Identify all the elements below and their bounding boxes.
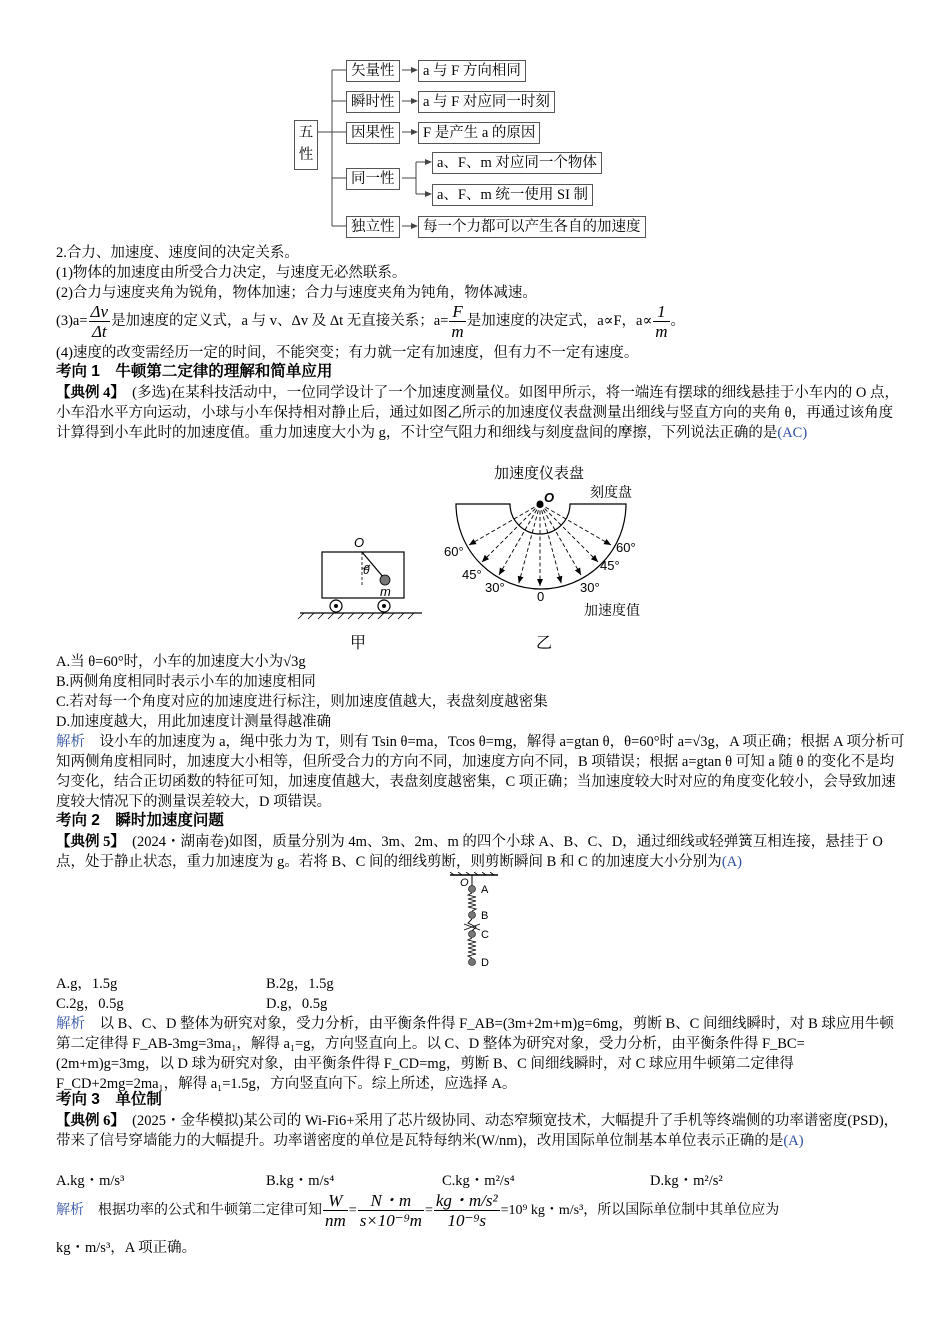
tree-prop-independent: 独立性 (346, 216, 400, 238)
yi-dial-label: 刻度盘 (590, 484, 632, 500)
yi-tick-30-right: 30° (580, 580, 600, 595)
tree-desc-5: a、F、m 统一使用 SI 制 (432, 184, 593, 206)
yi-title: 加速度仪表盘 (494, 465, 585, 482)
kx1-answer: (AC) (777, 425, 808, 441)
tree-desc-1: a 与 F 方向相同 (418, 60, 526, 82)
kx1-heading: 考向 1 牛顿第二定律的理解和简单应用 (56, 363, 333, 380)
yi-tick-45-left: 45° (462, 567, 482, 582)
kx2-option-c: C.2g，0.5g (56, 996, 124, 1012)
kx1-option-a: A.当 θ=60°时，小车的加速度大小为√3g (56, 654, 306, 670)
jia-caption: 甲 (350, 635, 367, 652)
kx3-option-c: C.kg・m²/s⁴ (442, 1173, 515, 1189)
section2-p2: (2)合力与速度夹角为锐角，物体加速；合力与速度夹角为钝角，物体减速。 (56, 285, 537, 301)
section2-title: 2.合力、加速度、速度间的决定关系。 (56, 245, 299, 261)
kx3-option-d: D.kg・m²/s² (650, 1173, 723, 1189)
tree-prop-same: 同一性 (346, 168, 400, 190)
kx3-analysis: 解析 根据功率的公式和牛顿第二定律可知 $\frac{W}{nm}$ = $\frac{N・m}{\text{s×10⁻⁹m}}$ = $\frac{\text{kg・m/s²}}{\text{10⁻⁹s}}$ =10⁹ kg・m/s³，所以国际单位制中其单位应为 (56, 1191, 780, 1231)
kx3-example: 【典例 6】 (2025・金华模拟)某公司的 Wi-Fi6+采用了芯片级协同、动态窄频宽技术，大幅提升了手机等终端侧的功率谱密度(PSD)，带来了信号穿墙能力的大幅提升。功率谱密度的单位是瓦特每纳米(W/nm)，改用国际单位制基本单位表示正确的是(A) (56, 1113, 899, 1149)
frac-nm-s: $\frac{N・m}{\text{s×10⁻⁹m}}$ (359, 1191, 422, 1231)
frac-f-m: $\frac{F}{m}$ (451, 302, 464, 342)
section2-p3: (3)a= $\frac{\Delta v}{\Delta t}$ 是加速度的定义式，a 与 v、Δv 及 Δt 无直接关系；a= $\frac{F}{m}$ 是加速度的决定式，a∝F，a∝ $\frac{1}{m}$ 。 (56, 302, 686, 342)
kx3-option-b: B.kg・m/s⁴ (266, 1173, 335, 1189)
dial-ray (540, 504, 611, 545)
tree-prop-cause: 因果性 (346, 122, 400, 144)
dial-ray (499, 504, 540, 575)
jia-label-O: O (354, 535, 365, 550)
tree-desc-4: a、F、m 对应同一个物体 (432, 152, 602, 174)
dial-arrowhead (499, 568, 505, 576)
dial-arrowhead (469, 539, 477, 545)
kx2-option-b: B.2g，1.5g (266, 976, 334, 992)
tree-desc-2: a 与 F 对应同一时刻 (418, 91, 555, 113)
dial-ray (519, 504, 540, 583)
spring-label-C: C (481, 929, 489, 941)
figure-springs (440, 872, 510, 976)
dial-arrowhead (537, 579, 543, 586)
kx2-option-d: D.g，0.5g (266, 996, 328, 1012)
tree-desc-6: 每一个力都可以产生各自的加速度 (418, 216, 646, 238)
kx2-heading: 考向 2 瞬时加速度问题 (56, 812, 224, 829)
kx1-example: 【典例 4】 (多选)在某科技活动中，一位同学设计了一个加速度测量仪。如图甲所示，将一端连有摆球的细线悬挂于小车内的 O 点，小车沿水平方向运动，小球与小车保持相对静止后，通过如图乙所示的加速度仪表盘测量出细线与竖直方向的夹角 θ，再通过该角度计算得到小车此时的加速度值。重力加速度大小为 g，不计空气阻力和细线与刻度盘间的摩擦，下列说法正确的是(AC) (56, 385, 899, 441)
spring-label-D: D (481, 957, 489, 969)
dial-arrowhead (518, 576, 524, 584)
kx1-option-c: C.若对每一个角度对应的加速度进行标注，则加速度值越大，表盘刻度越密集 (56, 694, 548, 710)
dial-arrowhead (557, 576, 563, 584)
kx2-analysis: 解析 以 B、C、D 整体为研究对象，受力分析，由平衡条件得 F_AB=(3m+2m+m)g=6mg，剪断 B、C 间细线瞬时，对 B 球应用牛顿第二定律得 F_AB-3mg=3ma₁，解得 a₁=g，方向竖直向上。以 C、D 整体为研究对象，受力分析，由平衡条件得 F_BC=(2m+m)g=3mg，以 D 球为研究对象，由平衡条件得 F_CD=mg，剪断 B、C 间细线瞬时，对 C 球应用牛顿第二定律得 F_CD+2mg=2ma₁，解得 a₁=1.5g，方向竖直向下。综上所述，应选择 A。 (56, 1016, 894, 1092)
tree-root: 五 性 (294, 120, 318, 170)
kx3-option-a: A.kg・m/s³ (56, 1173, 125, 1189)
yi-caption: 乙 (536, 635, 553, 652)
tree-prop-instant: 瞬时性 (346, 91, 400, 113)
kx1-option-b: B.两侧角度相同时表示小车的加速度相同 (56, 674, 316, 690)
kx1-option-d: D.加速度越大，用此加速度计测量得越准确 (56, 714, 332, 730)
spring-label-O: O (460, 877, 469, 889)
dial-ray (469, 504, 540, 545)
kx3-answer: (A) (783, 1133, 804, 1149)
figure-yi (440, 460, 660, 655)
dial-arrowhead (575, 568, 581, 576)
yi-label-O: O (544, 490, 555, 505)
yi-tick-30-left: 30° (485, 580, 505, 595)
jia-label-theta: θ (363, 563, 370, 577)
kx2-answer: (A) (721, 854, 742, 870)
tree-prop-vector: 矢量性 (346, 60, 400, 82)
section2-p1: (1)物体的加速度由所受合力决定，与速度无必然联系。 (56, 265, 407, 281)
dial-arrowhead (604, 539, 612, 545)
figure-jia (296, 530, 426, 655)
yi-tick-60-left: 60° (444, 544, 464, 559)
yi-value-label: 加速度值 (584, 602, 640, 618)
dial-ray (540, 504, 581, 575)
spring-label-B: B (481, 910, 489, 922)
kx3-heading: 考向 3 单位制 (56, 1091, 162, 1108)
kx1-analysis: 解析 设小车的加速度为 a，绳中张力为 T，则有 Tsin θ=ma，Tcos θ=mg，解得 a=gtan θ，θ=60°时 a=√3g，A 项正确；根据 A 项分析可知两侧角度相同时，加速度大小相等，但所受合力的方向不同，加速度方向不同，B 项错误；根据 a=gtan θ 可知 a 随 θ 的变化不是均匀变化，结合正切函数的特征可知，加速度值越大，表盘刻度越密集，C 项正确；当加速度较大时对应的角度变化较小，会导致加速度较大情况下的测量误差较大，D 项错误。 (56, 734, 905, 810)
yi-tick-0: 0 (537, 589, 545, 604)
section2-p4: (4)速度的改变需经历一定的时间，不能突变；有力就一定有加速度，但有力不一定有速度。 (56, 345, 639, 361)
kx2-option-a: A.g，1.5g (56, 976, 118, 992)
frac-1-m: $\frac{1}{m}$ (655, 302, 668, 342)
frac-kgm-s: $\frac{\text{kg・m/s²}}{\text{10⁻⁹s}}$ (435, 1191, 498, 1231)
frac-dv-dt: $\frac{\Delta v}{\Delta t}$ (90, 302, 109, 342)
kx2-example: 【典例 5】 (2024・湖南卷)如图，质量分别为 4m、3m、2m、m 的四个小球 A、B、C、D，通过细线或轻弹簧互相连接，悬挂于 O 点，处于静止状态，重力加速度为 g。若将 B、C 间的细线剪断，则剪断瞬间 B 和 C 的加速度大小分别为(A) (56, 834, 883, 870)
yi-tick-60-right: 60° (616, 540, 636, 555)
yi-pivot (537, 501, 544, 508)
spring-label-A: A (481, 884, 489, 896)
kx3-analysis-end: kg・m/s³，A 项正确。 (56, 1240, 197, 1256)
jia-label-m: m (380, 584, 391, 599)
tree-desc-3: F 是产生 a 的原因 (418, 122, 540, 144)
dial-ray (540, 504, 561, 583)
frac-w-nm: $\frac{W}{nm}$ (325, 1191, 346, 1231)
yi-tick-45-right: 45° (600, 558, 620, 573)
